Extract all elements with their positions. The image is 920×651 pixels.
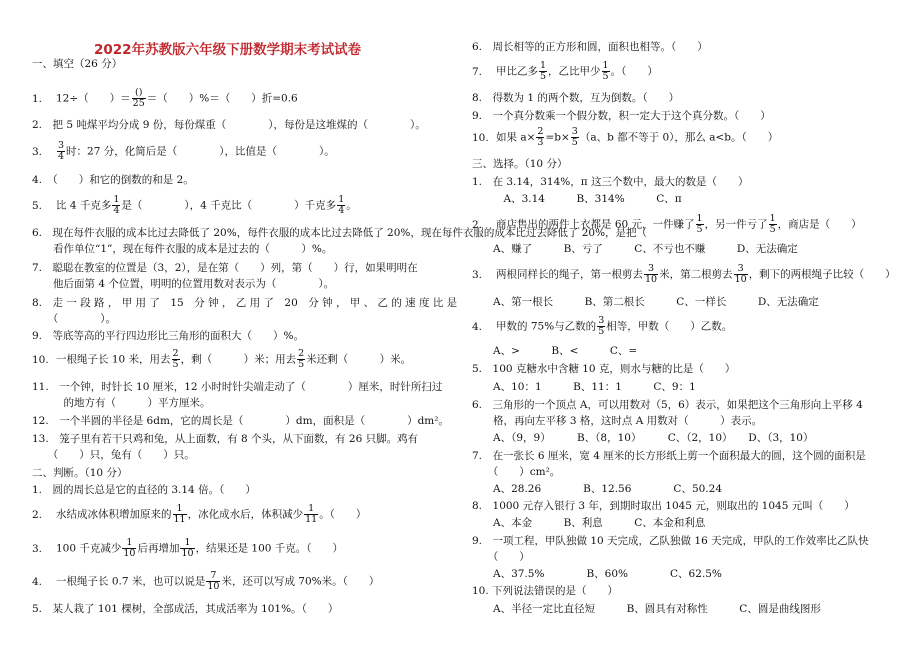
fraction [180,538,194,559]
question-line: 11. 一个钟，时针长 10 厘米，12 小时时针尖端走动了（ ）厘米，时针所扫过 [32,381,443,393]
fraction-denominator: 4 [58,151,65,162]
question-number: 4. [472,320,483,333]
fraction-numerator: 1 [540,60,547,71]
question-line: 13. 笼子里有若干只鸡和兔，从上面数，有 8 个头，从下面数，有 26 只脚。鸡有 [32,433,419,445]
fraction-numerator: 1 [113,194,120,205]
fraction [734,264,748,285]
fraction-numerator: 1 [173,504,187,515]
question-line: 7. 在一张长 6 厘米，宽 4 厘米的长方形纸上剪一个面积最大的圆，这个圆的面积是 [472,450,866,462]
question-line: 1. 在 3.14，314%，π 这三个数中，最大的数是（ ） [472,176,749,188]
question-line: 的地方有（ ）平方厘米。 [32,397,211,409]
fraction-denominator: 25 [132,98,145,109]
question-text: 甲数的 75%与乙数的 [496,320,597,333]
question-text: 米，第二根剪去 [659,268,733,281]
fraction [696,214,704,235]
question-line: 10. 下列说法错误的是（ ） [472,585,619,597]
question-text: 米，还可以写成 70%米。（ ） [221,575,380,588]
question-text: 如果 a× [496,131,536,144]
fraction-denominator: 5 [540,71,547,82]
fraction-numerator: 3 [58,140,65,151]
question-line: 一、填空（26 分） [32,58,123,70]
question-text: 两根同样长的绳子，第一根剪去 [496,268,643,281]
question-line [32,88,298,109]
question-line: 看作单位“1”，现在每件衣服的成本是过去的（ ）%。 [32,243,333,255]
question-number: 2. [32,508,43,521]
question-text: ，剩下的两根绳子比较（ ） [748,268,896,281]
fraction-numerator: () [132,88,146,99]
question-text: 后再增加 [137,542,180,555]
question-number: 3. [472,268,483,281]
fraction-numerator: 3 [734,264,748,275]
question-line: A、> B、< C、= [472,345,638,357]
question-line: 8. 走 一 段 路 ， 甲 用 了 15 分 钟 ， 乙 用 了 20 分 钟 ， 甲 、 乙 的 速 度 比 是 [32,297,458,309]
fraction-denominator: 5 [598,326,605,337]
fraction-denominator: 5 [602,71,609,82]
question-line: 4. （ ）和它的倒数的和是 2。 [32,174,194,186]
question-line: A、赚了 B、亏了 C、不亏也不赚 D、无法确定 [472,243,798,255]
fraction-denominator: 4 [113,205,120,216]
question-line: A、37.5% B、60% C、62.5% [472,568,722,580]
page-title: 2022年苏教版六年级下册数学期末考试试卷 [94,42,362,58]
fraction [132,88,146,109]
fraction-denominator: 5 [769,224,776,235]
fraction-denominator: 10 [207,581,220,592]
fraction [304,504,318,525]
question-text: 比 4 千克多 [56,199,112,212]
fraction-numerator: 7 [206,571,220,582]
question-text: 甲比乙多 [496,65,538,78]
fraction-denominator: 11 [173,514,186,525]
question-number: 2. [472,218,483,231]
question-line: 6. 周长相等的正方形和圆，面积也相等。（ ） [472,41,708,53]
fraction [539,61,547,82]
question-text: （a、b 都不等于 0），那么 a<b。（ ） [579,131,779,144]
fraction-numerator: 1 [180,538,194,549]
question-line: 9. 一项工程，甲队独做 10 天完成，乙队独做 16 天完成，甲队的工作效率比乙队快 [472,535,869,547]
question-text: ，另一件亏了 [704,218,768,231]
question-line: 2. 把 5 吨煤平均分成 9 份，每份煤重（ ），每份是这堆煤的（ ）。 [32,119,426,131]
fraction-denominator: 3 [537,137,544,148]
question-line: 8. 1000 元存入银行 3 年，到期时取出 1045 元，则取出的 1045 元叫（ ） [472,500,855,512]
fraction [597,316,605,337]
question-text: 一根绳子长 0.7 米，也可以说是 [56,575,206,588]
fraction [602,61,610,82]
fraction [172,349,180,370]
fraction-numerator: 2 [298,348,305,359]
fraction-denominator: 5 [571,137,578,148]
question-line: 9. 一个真分数乘一个假分数，积一定大于这个真分数。（ ） [472,110,771,122]
fraction-denominator: 10 [123,548,136,559]
question-line: 6. 现在每件衣服的成本比过去降低了 20%，每件衣服的成本比过去降低了 20%，现在每件衣服的成本比过去降低了 20%，是把（ [32,227,648,239]
question-line: A、28.26 B、12.56 C、50.24 [472,483,723,495]
fraction-numerator: 1 [769,213,776,224]
question-text: 是（ ），4 千克比（ ）千克多 [121,199,337,212]
question-line [472,214,862,235]
fraction [536,127,544,148]
question-line: 1. 圆的周长总是它的直径的 3.14 倍。（ ） [32,484,256,496]
question-number: 3. [32,542,43,555]
fraction-denominator: 4 [338,205,345,216]
question-text: 。（ ） [319,508,367,521]
question-line: 6. 三角形的一个顶点 A，可以用数对（5，6）表示，如果把这个三角形向上平移 4 [472,399,863,411]
question-text: 商店售出的两件上衣都是 60 元，一件赚了 [496,218,695,231]
question-text: ＝（ ）%＝（ ）折=0.6 [146,92,298,105]
fraction-denominator: 5 [298,359,305,370]
fraction [206,571,220,592]
question-line: 三、选择。（10 分） [472,158,568,170]
fraction-numerator: 1 [122,538,136,549]
question-line: 格，再向左平移 3 格，这时点 A 用数对（ ）表示。 [472,415,763,427]
fraction-denominator: 5 [172,359,179,370]
question-line [32,571,379,592]
question-line: 二、判断。（10 分） [32,467,128,479]
question-number: 4. [32,575,43,588]
question-line [472,264,896,285]
fraction-numerator: 2 [172,348,179,359]
question-text: 相等，甲数（ ）乙数。 [606,320,733,333]
question-text: 100 千克减少 [56,542,122,555]
fraction-numerator: 3 [598,315,605,326]
fraction [122,538,136,559]
fraction-numerator: 1 [602,60,609,71]
question-line [472,316,732,337]
fraction [769,214,777,235]
question-text: 米还剩（ ）米。 [306,353,412,366]
fraction-numerator: 1 [304,504,318,515]
question-line: A、半径一定比直径短 B、圆具有对称性 C、圆是曲线图形 [472,603,821,615]
fraction-numerator: 2 [537,126,544,137]
question-text: 。（ ） [610,65,658,78]
question-line: （ ） [472,551,530,563]
fraction [112,195,120,216]
question-line: 12. 一个半圆的半径是 6dm，它的周长是（ ）dm，面积是（ ）dm²。 [32,415,449,427]
fraction-numerator: 1 [338,194,345,205]
question-line: A、第一根长 B、第二根长 C、一样长 D、无法确定 [472,296,819,308]
question-line: 8. 得数为 1 的两个数，互为倒数。（ ） [472,92,680,104]
question-number: 5. [32,199,43,212]
fraction-numerator: 3 [644,264,658,275]
question-line: 7. 聪聪在教室的位置是（3，2），是在第（ ）列，第（ ）行，如果明明在 [32,262,418,274]
fraction-numerator: 1 [696,213,703,224]
fraction [571,127,579,148]
fraction [173,504,187,525]
question-number: 3. [32,145,43,158]
question-line: （ ）cm²。 [472,466,561,478]
question-text: ，结果还是 100 千克。（ ） [195,542,344,555]
fraction [57,141,65,162]
question-text: 12÷（ ）＝ [56,92,131,105]
question-text: 。 [346,199,357,212]
question-text: 一根绳子长 10 米，用去 [56,353,171,366]
question-line: A、（9，9） B、（8，10） C、（2，10） D、（3，10） [472,432,814,444]
fraction-denominator: 10 [181,548,194,559]
question-number: 10. [32,353,49,366]
question-line: A、10：1 B、11：1 C、9：1 [472,381,696,393]
question-line [472,127,778,148]
question-line [472,61,658,82]
fraction [337,195,345,216]
question-line [32,141,335,162]
question-number: 1. [32,92,43,105]
question-number: 7. [472,65,483,78]
question-text: ，剩（ ）米；用去 [180,353,297,366]
fraction [297,349,305,370]
fraction-denominator: 10 [734,274,747,285]
fraction [644,264,658,285]
question-text: ，冰化成水后，体积减少 [187,508,304,521]
question-line [32,195,357,216]
question-line: A、3.14 B、314% C、π [472,193,682,205]
question-text: ，商店是（ ） [777,218,862,231]
question-line [32,349,411,370]
question-line: 他后面第 4 个位置，明明的位置用数对表示为（ ）。 [32,278,335,290]
fraction-denominator: 11 [305,514,318,525]
question-text: 时：27 分，化简后是（ ），比值是（ ）。 [66,145,335,158]
question-line: （ ）。 [32,313,116,325]
fraction-numerator: 3 [571,126,578,137]
question-line: （ ）只，兔有（ ）只。 [32,449,195,461]
question-line: A、本金 B、利息 C、本金和利息 [472,517,706,529]
question-text: 水结成冰体积增加原来的 [56,508,172,521]
question-number: 10. [472,131,489,144]
question-line: 5. 100 克糖水中含糖 10 克，则水与糖的比是（ ） [472,363,736,375]
question-line: 9. 等底等高的平行四边形比三角形的面积大（ ）%。 [32,330,304,342]
question-text: =b× [545,131,570,144]
question-line: 5. 某人栽了 101 棵树，全部成活，其成活率为 101%。（ ） [32,603,339,615]
question-line [32,504,366,525]
question-text: ，乙比甲少 [548,65,601,78]
fraction-denominator: 5 [696,224,703,235]
fraction-denominator: 10 [645,274,658,285]
question-line [32,538,343,559]
